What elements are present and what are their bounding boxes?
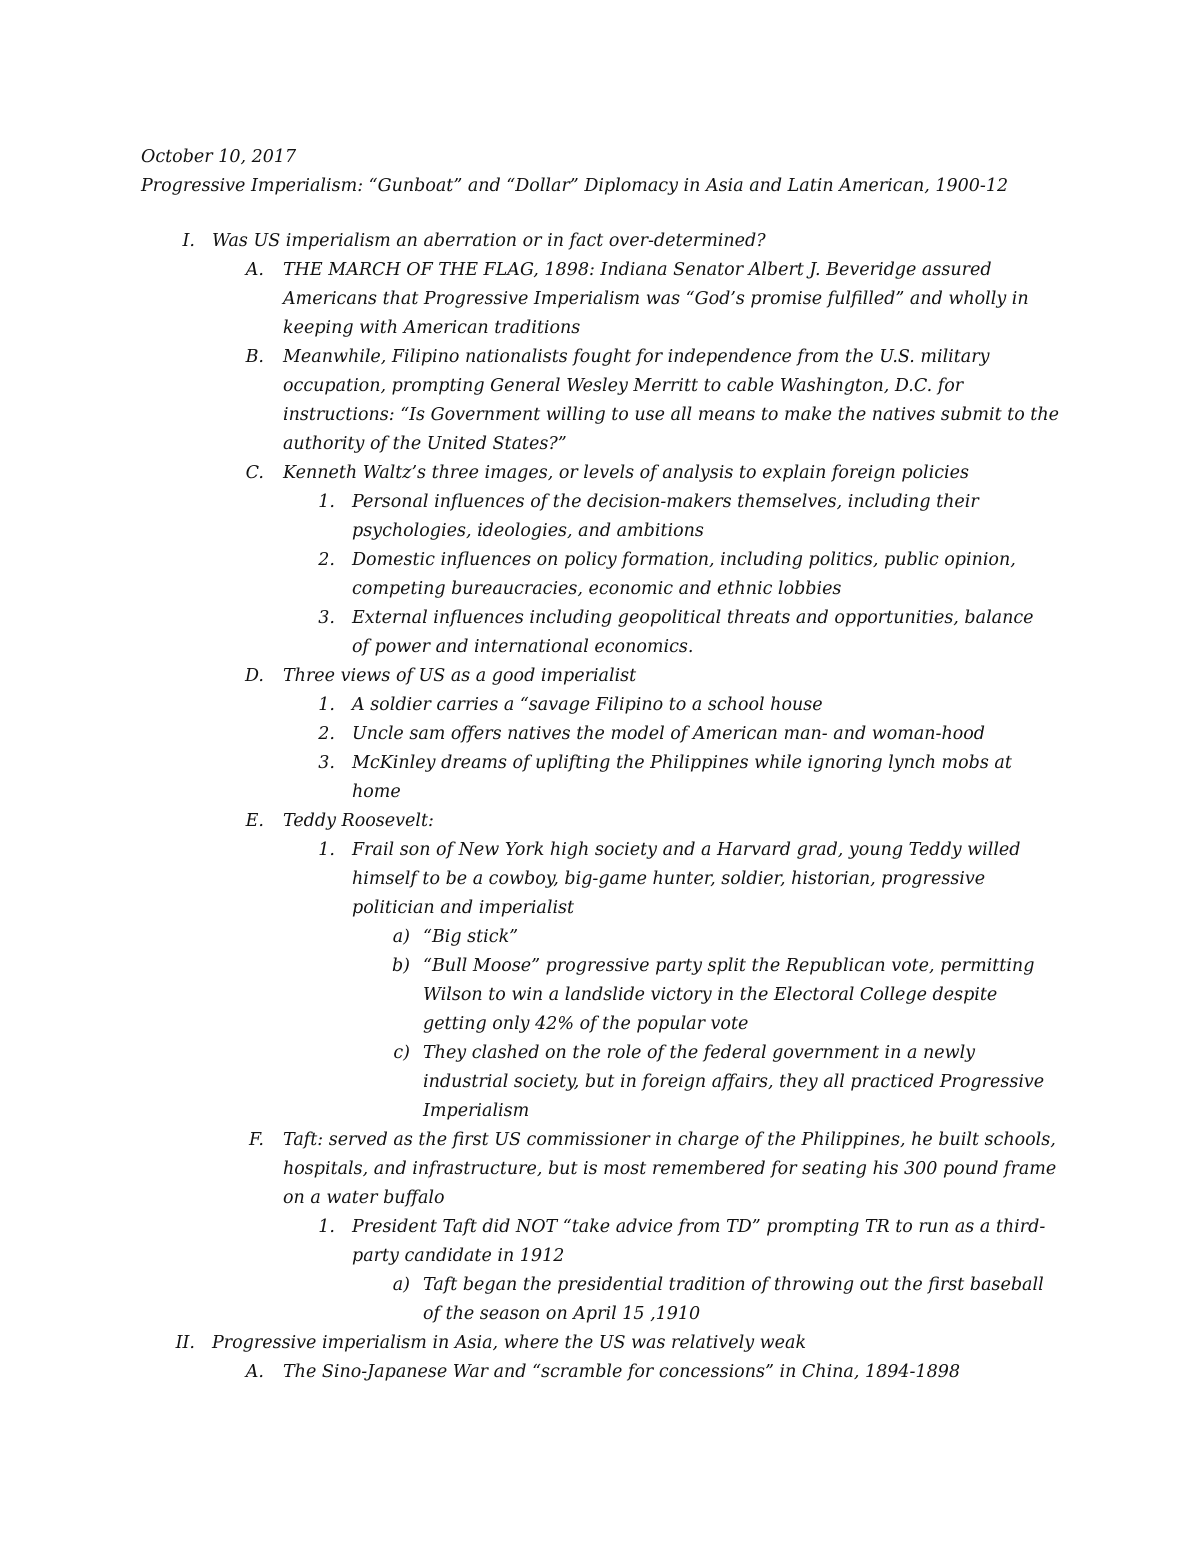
outline-item-I-C-3 (0, 604, 1052, 662)
outline-text: President Taft did NOT “take advice from TD” prompting TR to run as a third-party candidate in 1912 (352, 1217, 1046, 1266)
outline-text: Personal influences of the decision-makers themselves, including their psychologies, ideologies, and ambitions (352, 492, 979, 541)
outline-item-I-E-1-c (0, 1039, 1053, 1126)
outline-text: Kenneth Waltz’s three images, or levels of analysis to explain foreign policies (283, 463, 969, 483)
outline-marker: 2. (318, 550, 335, 570)
outline-text: Progressive imperialism in Asia, where the US was relatively weak (212, 1333, 807, 1353)
outline-marker: I. (182, 231, 195, 251)
lecture-title: Progressive Imperialism: “Gunboat” and “Dollar” Diplomacy in Asia and Latin American, 1900-12 (141, 176, 1009, 196)
outline-marker: a) (392, 1275, 410, 1295)
outline-marker: D. (245, 666, 264, 686)
outline-text: Three views of US as a good imperialist (283, 666, 637, 686)
outline-text: Frail son of New York high society and a Harvard grad, young Teddy willed himself to be a cowboy, big-game hunter, soldier, historian, progressive politician and imperialist (352, 840, 1021, 918)
outline-marker: C. (245, 463, 264, 483)
outline-item-I-C (0, 459, 1063, 488)
outline-text: Taft: served as the first US commissioner in charge of the Philippines, he built schools, hospitals, and infrastructure, but is most remembered for seating his 300 pound frame on a water buffalo (283, 1130, 1057, 1208)
outline-marker: A. (245, 260, 264, 280)
outline-item-I-F-1 (0, 1213, 1052, 1271)
outline-marker: c) (393, 1043, 410, 1063)
outline-marker: 3. (318, 753, 335, 773)
outline-item-I-F (0, 1126, 1063, 1213)
outline-item-I-D-1 (0, 691, 1052, 720)
outline-item-I-E-1-a (0, 923, 1053, 952)
outline-marker: 1. (318, 492, 335, 512)
outline-text: Was US imperialism an aberration or in fact over-determined? (212, 231, 766, 251)
outline-text: THE MARCH OF THE FLAG, 1898: Indiana Senator Albert J. Beveridge assured Americans that Progressive Imperialism was “God’s promise fulfilled” and wholly in keeping with American traditions (283, 260, 1029, 338)
outline-item-I-F-1-a (0, 1271, 1053, 1329)
outline-text: Domestic influences on policy formation, including politics, public opinion, competing bureaucracies, economic and ethnic lobbies (352, 550, 1016, 599)
lecture-date: October 10, 2017 (141, 147, 297, 167)
outline-item-I-D (0, 662, 1063, 691)
outline-item-I-D-3 (0, 749, 1052, 807)
outline-item-I-E (0, 807, 1063, 836)
outline-marker: A. (245, 1362, 264, 1382)
outline-item-I-E-1-b (0, 952, 1053, 1039)
outline-text: “Bull Moose” progressive party split the Republican vote, permitting Wilson to win a landslide victory in the Electoral College despite getting only 42% of the popular vote (423, 956, 1035, 1034)
outline-marker: B. (245, 347, 264, 367)
outline-text: “Big stick” (423, 927, 519, 947)
lecture-outline (0, 227, 1200, 1387)
outline-text: A soldier carries a “savage Filipino to a school house (352, 695, 823, 715)
outline-item-I-E-1 (0, 836, 1052, 923)
outline-marker: a) (392, 927, 410, 947)
outline-marker: 2. (318, 724, 335, 744)
outline-marker: b) (391, 956, 410, 976)
outline-text: They clashed on the role of the federal government in a newly industrial society, but in foreign affairs, they all practiced Progressive Imperialism (423, 1043, 1045, 1121)
outline-marker: E. (245, 811, 264, 831)
outline-item-II-A (0, 1358, 1063, 1387)
outline-item-II (0, 1329, 1062, 1358)
outline-text: McKinley dreams of uplifting the Philippines while ignoring lynch mobs at home (352, 753, 1012, 802)
outline-marker: 3. (318, 608, 335, 628)
outline-text: Meanwhile, Filipino nationalists fought for independence from the U.S. military occupation, prompting General Wesley Merritt to cable Washington, D.C. for instructions: “Is Government willing to use all means to make the natives submit to the authority of the United States?” (283, 347, 1059, 454)
document-header (141, 143, 1101, 201)
outline-item-I-C-1 (0, 488, 1052, 546)
outline-marker: 1. (318, 1217, 335, 1237)
outline-marker: 1. (318, 840, 335, 860)
outline-item-I-B (0, 343, 1063, 459)
outline-text: External influences including geopolitical threats and opportunities, balance of power and international economics. (352, 608, 1034, 657)
outline-text: Uncle sam offers natives the model of American man- and woman-hood (352, 724, 986, 744)
outline-text: The Sino-Japanese War and “scramble for concessions” in China, 1894-1898 (283, 1362, 960, 1382)
outline-item-I (0, 227, 1062, 256)
outline-marker: F. (249, 1130, 264, 1150)
outline-item-I-A (0, 256, 1063, 343)
outline-text: Taft began the presidential tradition of throwing out the first baseball of the season on April 15 ,1910 (423, 1275, 1044, 1324)
outline-marker: 1. (318, 695, 335, 715)
outline-marker: II. (175, 1333, 195, 1353)
outline-item-I-D-2 (0, 720, 1052, 749)
outline-text: Teddy Roosevelt: (283, 811, 434, 831)
outline-item-I-C-2 (0, 546, 1052, 604)
